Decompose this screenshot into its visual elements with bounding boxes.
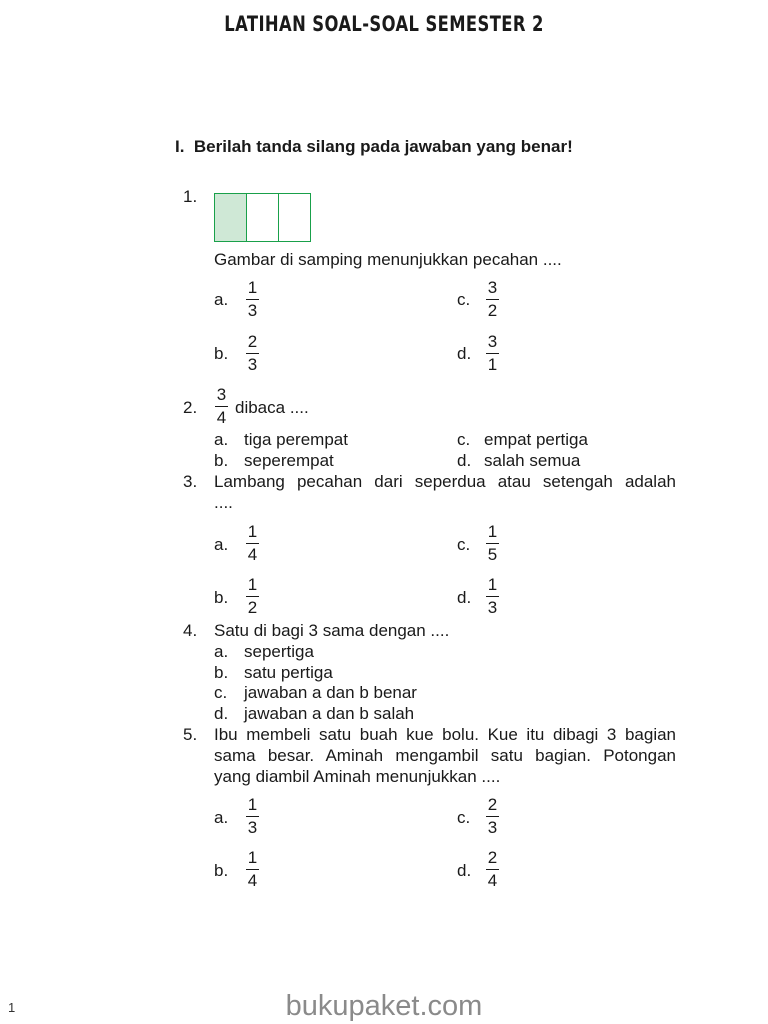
question-5-text: Ibu membeli satu buah kue bolu. Kue itu dibagi 3 bagian [214,725,676,744]
option-letter: c. [457,808,471,827]
denominator: 3 [247,301,258,320]
numerator: 1 [247,795,258,814]
fraction-figure [214,193,311,242]
question-4-text: Satu di bagi 3 sama dengan .... [214,621,450,640]
option-fraction[interactable] [246,848,259,890]
denominator: 3 [247,355,258,374]
numerator: 1 [487,575,498,594]
option-letter: d. [457,861,472,880]
numerator: 3 [216,385,227,404]
denominator: 5 [487,545,498,564]
question-5-text: yang diambil Aminah menunjukkan .... [214,767,501,786]
option-text[interactable]: tiga perempat [244,430,348,449]
question-2-text: dibaca .... [235,398,309,417]
option-letter: c. [457,290,471,309]
figure-cell [246,194,278,241]
numerator: 1 [247,848,258,867]
option-letter: c. [457,535,471,554]
option-letter: a. [214,808,229,827]
denominator: 4 [247,871,258,890]
option-fraction[interactable] [486,575,499,617]
denominator: 4 [216,408,227,427]
footer-watermark: bukupaket.com [285,990,483,1022]
option-text[interactable]: satu pertiga [244,663,333,682]
denominator: 3 [487,598,498,617]
denominator: 4 [487,871,498,890]
figure-cell-shaded [215,194,246,241]
numerator: 1 [487,522,498,541]
option-letter: c. [214,683,228,702]
section-instruction: Berilah tanda silang pada jawaban yang benar! [193,137,573,156]
option-letter: b. [214,588,229,607]
numerator: 2 [487,848,498,867]
page-title: LATIHAN SOAL-SOAL SEMESTER 2 [224,12,544,36]
figure-cell [278,194,310,241]
option-text[interactable]: jawaban a dan b salah [244,704,415,723]
option-letter: a. [214,430,229,449]
question-2-fraction [215,385,228,427]
page-number: 1 [8,1000,16,1015]
option-letter: b. [214,861,229,880]
option-letter: b. [214,451,229,470]
question-3-number: 3. [183,472,198,491]
denominator: 3 [487,818,498,837]
denominator: 2 [487,301,498,320]
option-text[interactable]: empat pertiga [484,430,588,449]
question-4-number: 4. [183,621,198,640]
question-3-text-cont: .... [214,493,233,512]
option-text[interactable]: seperempat [244,451,334,470]
section-heading [175,137,573,157]
numerator: 1 [247,278,258,297]
option-fraction[interactable] [486,332,499,374]
option-text[interactable]: jawaban a dan b benar [244,683,417,702]
denominator: 4 [247,545,258,564]
denominator: 1 [487,355,498,374]
denominator: 3 [247,818,258,837]
numerator: 1 [247,575,258,594]
option-fraction[interactable] [246,332,259,374]
numerator: 2 [247,332,258,351]
option-fraction[interactable] [486,795,499,837]
numerator: 3 [487,278,498,297]
question-5-text: sama besar. Aminah mengambil satu bagian. Potongan [214,746,676,765]
question-1-text: Gambar di samping menunjukkan pecahan .... [214,250,562,269]
option-letter: c. [457,430,471,449]
option-letter: a. [214,535,229,554]
option-letter: d. [457,344,472,363]
option-fraction[interactable] [246,278,259,320]
option-letter: d. [214,704,229,723]
denominator: 2 [247,598,258,617]
question-5-number: 5. [183,725,198,744]
numerator: 1 [247,522,258,541]
option-letter: d. [457,451,472,470]
option-text[interactable]: sepertiga [244,642,314,661]
option-fraction[interactable] [246,795,259,837]
option-text[interactable]: salah semua [484,451,581,470]
numerator: 3 [487,332,498,351]
numerator: 2 [487,795,498,814]
option-fraction[interactable] [246,522,259,564]
question-2-number: 2. [183,398,198,417]
option-letter: a. [214,290,229,309]
option-fraction[interactable] [486,522,499,564]
option-letter: d. [457,588,472,607]
section-number: I. [175,137,185,156]
question-3-text: Lambang pecahan dari seperdua atau setengah adalah [214,472,676,491]
option-letter: b. [214,663,229,682]
option-fraction[interactable] [486,848,499,890]
option-letter: a. [214,642,229,661]
question-1-number: 1. [183,187,198,206]
option-letter: b. [214,344,229,363]
option-fraction[interactable] [486,278,499,320]
option-fraction[interactable] [246,575,259,617]
